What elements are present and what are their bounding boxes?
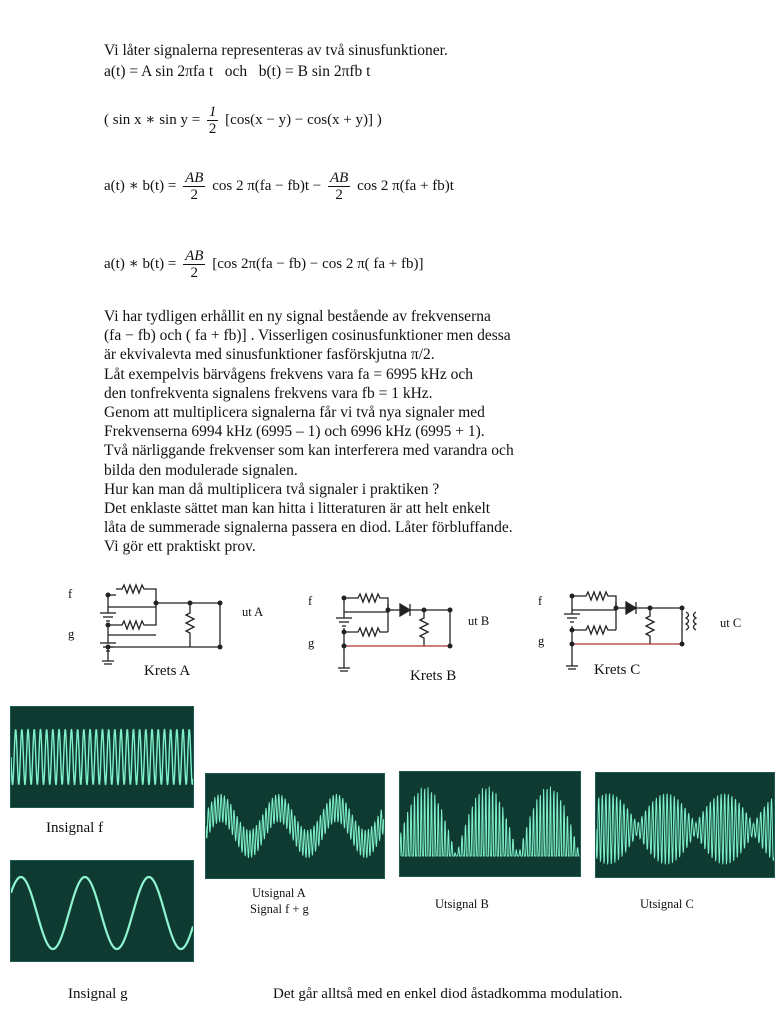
circuit-b-out-label: ut B [468,614,490,628]
circuit-a-caption: Krets A [144,663,191,679]
circuit-a-out-label: ut A [242,605,264,619]
eq2-fraction [183,248,205,281]
equation-2 [104,248,424,281]
paragraph-line: Två närliggande frekvenser som kan interferera med varandra och [104,442,514,460]
scope-utsignal-a [205,773,385,879]
paragraph-line: bilda den modulerade signalen. [104,461,298,479]
circuit-b-f-label: f [308,594,313,608]
eq1-den2: 2 [335,187,343,203]
circuit-c-g-label: g [538,634,545,648]
paragraph-line: Hur kan man då multiplicera två signaler i praktiken ? [104,480,440,498]
intro-line: Vi låter signalerna representeras av två sinusfunktioner. [104,42,448,59]
paragraph-line: den tonfrekventa signalens frekvens vara fb = 1 kHz. [104,384,433,402]
trace-insignal-f [11,729,193,785]
circuit-c-out-label: ut C [720,616,742,630]
identity-equation [104,104,382,137]
trace-utsignal-b [400,787,580,857]
eq1-fraction [183,170,205,203]
equation-1 [104,170,454,203]
eq1-num: AB [185,170,204,186]
label-utsignal-c: Utsignal C [640,897,694,911]
identity-den: 2 [208,121,217,137]
identity-right: [cos(x − y) − cos(x + y)] ) [225,111,382,128]
conclusion-text: Det går alltså med en enkel diod åstadkomma modulation. [273,986,623,1002]
eq2-left: a(t) ∗ b(t) = [104,255,177,272]
circuit-c [530,578,770,688]
circuit-b-caption: Krets B [410,668,457,684]
circuit-c-f-label: f [538,594,543,608]
def-a: a(t) = A sin 2πfa t [104,63,214,80]
paragraph-line: låta de summerade signalerna passera en diod. Låter förbluffande. [104,519,513,537]
scope-insignal-f [10,706,194,808]
scope-utsignal-b [399,771,581,877]
circuit-b [300,582,530,692]
paragraph-line: Vi gör ett praktiskt prov. [104,538,256,556]
eq1-mid: cos 2 π(fa − fb)t − [212,177,322,194]
paragraph-line: (fa − fb) och ( fa + fb)] . Visserligen cosinusfunktioner men dessa [104,327,511,345]
circuit-c-diagram [530,578,770,688]
circuit-a-f-label: f [68,587,73,601]
identity-left: ( sin x ∗ sin y = [104,111,201,128]
eq1-den: 2 [190,187,199,203]
label-utsignal-b: Utsignal B [435,897,489,911]
eq2-den: 2 [190,265,199,281]
paragraph-line: Vi har tydligen erhållit en ny signal bestående av frekvenserna [104,308,491,325]
paragraph-line: Genom att multiplicera signalerna får vi två nya signaler med [104,404,485,421]
label-signal-f-plus-g: Signal f + g [250,902,309,916]
label-utsignal-a: Utsignal A [252,886,306,900]
label-insignal-g: Insignal g [68,986,128,1002]
label-insignal-f: Insignal f [46,820,104,836]
identity-fraction [207,104,219,137]
eq1-right: cos 2 π(fa + fb)t [357,177,454,194]
definition-line [104,63,370,81]
identity-num: 1 [208,104,217,120]
eq1-num2: AB [330,170,349,186]
def-b: b(t) = B sin 2πfb t [258,63,371,80]
circuit-c-caption: Krets C [594,662,641,678]
def-och: och [224,63,248,80]
scope-utsignal-c [595,772,775,878]
paragraph-line: Det enklaste sättet man kan hitta i litteraturen är att helt enkelt [104,500,491,517]
trace-utsignal-a [206,794,384,858]
circuit-a [60,575,290,685]
eq2-right: [cos 2π(fa − fb) − cos 2 π( fa + fb)] [212,255,424,272]
trace-utsignal-c [596,794,774,865]
eq1-left: a(t) ∗ b(t) = [104,177,177,194]
paragraph-line: Låt exempelvis bärvågens frekvens vara fa = 6995 kHz och [104,365,473,383]
circuit-b-g-label: g [308,636,315,650]
circuit-a-g-label: g [68,627,75,641]
paragraph-line: Frekvenserna 6994 kHz (6995 – 1) och 6996 kHz (6995 + 1). [104,423,485,441]
eq2-num: AB [185,248,204,264]
scope-insignal-g [10,860,194,962]
paragraph-line: är ekvivalevta med sinusfunktioner fasförskjutna π/2. [104,346,435,364]
eq1-fraction-2 [328,170,350,203]
trace-insignal-g [11,877,193,949]
